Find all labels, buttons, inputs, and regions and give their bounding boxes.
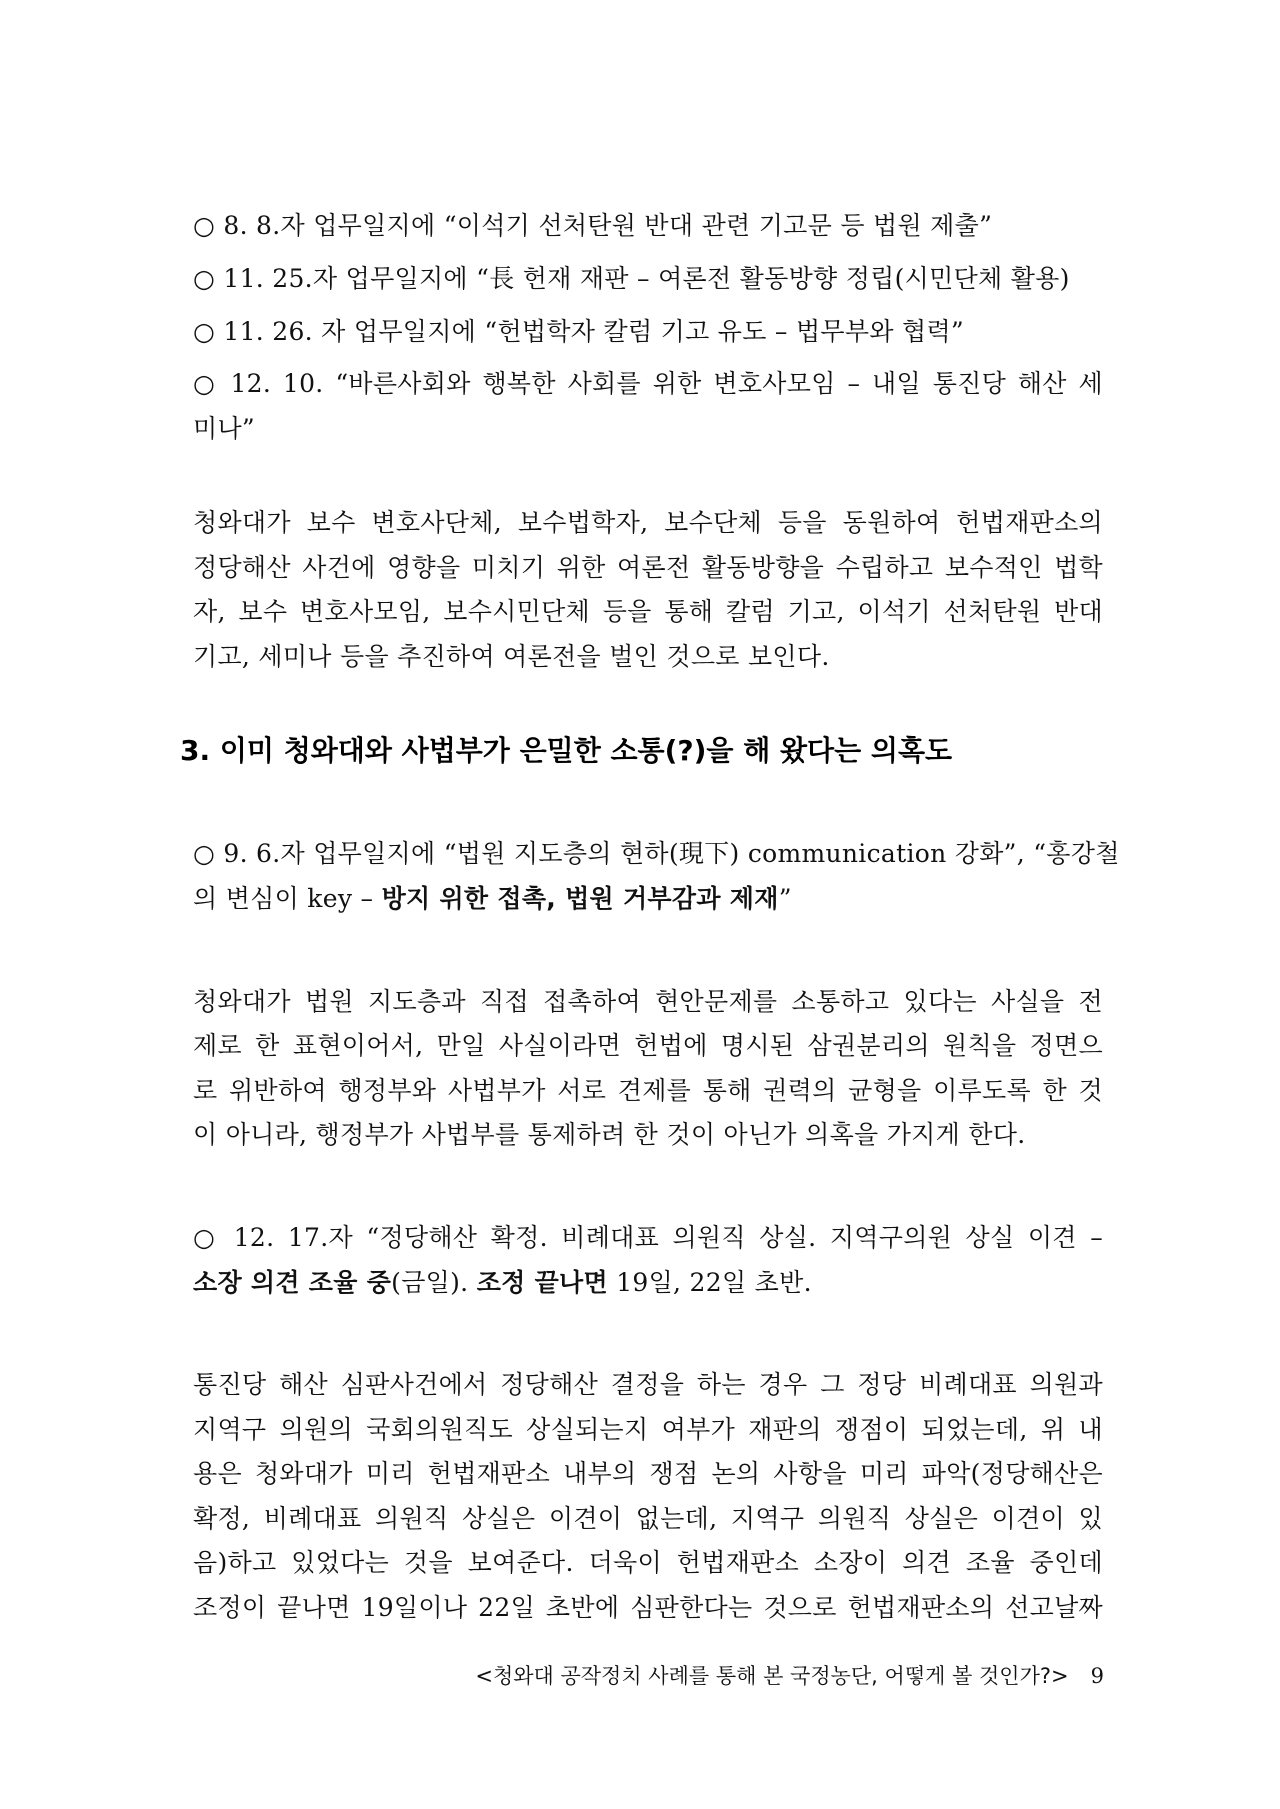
paragraph-line: 청와대가 보수 변호사단체, 보수법학자, 보수단체 등을 동원하여 헌법재판소의: [193, 508, 1103, 537]
paragraph-line: 이 아니라, 행정부가 사법부를 통제하려 한 것이 아닌가 의혹을 가지게 한다.: [193, 1120, 1026, 1149]
bullet-line: [193, 1261, 1103, 1305]
page-footer: [475, 1660, 1104, 1692]
paragraph-line: 용은 청와대가 미리 헌법재판소 내부의 쟁점 논의 사항을 미리 파악(정당해산은: [193, 1459, 1103, 1488]
bullet-line: ○ 12. 17.자 “정당해산 확정. 비례대표 의원직 상실. 지역구의원 상실 이견 –: [193, 1223, 1103, 1252]
bullet-text: 의 변심이 key –: [193, 884, 382, 913]
page-number: 9: [1090, 1664, 1104, 1688]
bullet-bold-text: 방지 위한 접촉, 법원 거부감과 제재: [381, 884, 779, 913]
bullet-bold-text: 소장 의견 조율 중: [193, 1268, 392, 1297]
paragraph-line: 자, 보수 변호사모임, 보수시민단체 등을 통해 칼럼 기고, 이석기 선처탄원 반대: [193, 597, 1103, 626]
paragraph-line: 제로 한 표현이어서, 만일 사실이라면 헌법에 명시된 삼권분리의 원칙을 정면으: [193, 1031, 1103, 1060]
paragraph-line: 통진당 해산 심판사건에서 정당해산 결정을 하는 경우 그 정당 비례대표 의원과: [193, 1370, 1103, 1399]
paragraph-line: 조정이 끝나면 19일이나 22일 초반에 심판한다는 것으로 헌법재판소의 선고날짜: [193, 1593, 1103, 1622]
paragraph-line: 기고, 세미나 등을 추진하여 여론전을 벌인 것으로 보인다.: [193, 642, 830, 671]
paragraph-line: 음)하고 있었다는 것을 보여준다. 더욱이 헌법재판소 소장이 의견 조율 중인데: [193, 1548, 1103, 1577]
bullet-text: ”: [778, 884, 792, 913]
bullet-line: ○ 8. 8.자 업무일지에 “이석기 선처탄원 반대 관련 기고문 등 법원 제출”: [193, 211, 993, 240]
bullet-line: 미나”: [193, 414, 255, 443]
bullet-line: ○ 12. 10. “바른사회와 행복한 사회를 위한 변호사모임 – 내일 통진당 해산 세: [193, 369, 1103, 398]
bullet-line: ○ 9. 6.자 업무일지에 “법원 지도층의 현하(現下) communication 강화”, “홍강철: [193, 839, 1120, 868]
bullet-line: ○ 11. 26. 자 업무일지에 “헌법학자 칼럼 기고 유도 – 법무부와 협력”: [193, 317, 965, 346]
footer-title: <청와대 공작정치 사례를 통해 본 국정농단, 어떻게 볼 것인가?>: [475, 1664, 1069, 1688]
paragraph-line: 확정, 비례대표 의원직 상실은 이견이 없는데, 지역구 의원직 상실은 이견이 있: [193, 1504, 1103, 1533]
bullet-line: ○ 11. 25.자 업무일지에 “長 헌재 재판 – 여론전 활동방향 정립(시민단체 활용): [193, 264, 1070, 293]
bullet-text: 19일, 22일 초반.: [607, 1268, 812, 1297]
bullet-text: (금일).: [391, 1268, 477, 1297]
paragraph-line: 로 위반하여 행정부와 사법부가 서로 견제를 통해 권력의 균형을 이루도록 한 것: [193, 1076, 1103, 1105]
paragraph-line: 정당해산 사건에 영향을 미치기 위한 여론전 활동방향을 수립하고 보수적인 법학: [193, 553, 1103, 582]
paragraph-line: 청와대가 법원 지도층과 직접 접촉하여 현안문제를 소통하고 있다는 사실을 전: [193, 987, 1103, 1016]
section-heading: 3. 이미 청와대와 사법부가 은밀한 소통(?)을 해 왔다는 의혹도: [180, 734, 953, 767]
bullet-bold-text: 조정 끝나면: [476, 1268, 608, 1297]
paragraph-line: 지역구 의원의 국회의원직도 상실되는지 여부가 재판의 쟁점이 되었는데, 위 내: [193, 1415, 1103, 1444]
bullet-line: [193, 877, 1103, 921]
